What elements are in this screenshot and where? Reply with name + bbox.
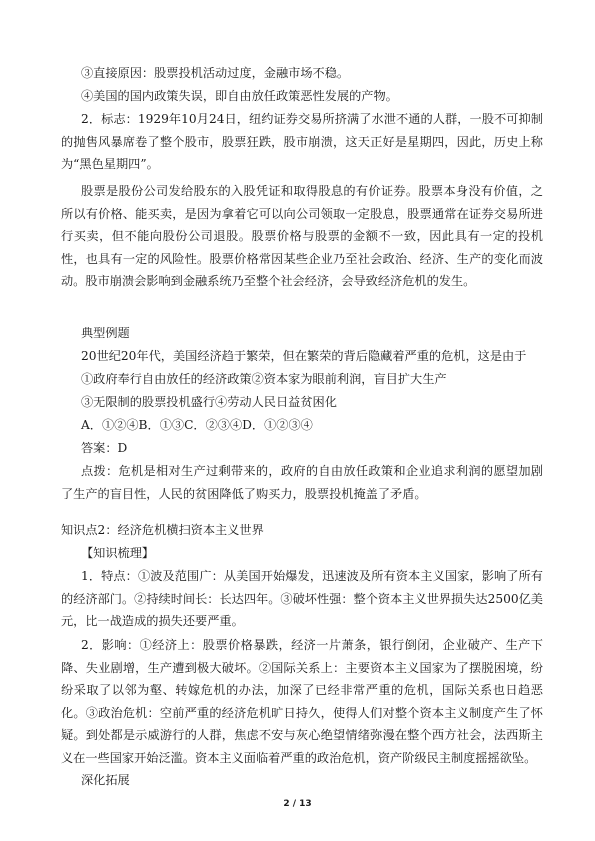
section-heading-knowledge-point-2: 知识点2：经济危机横扫资本主义世界 bbox=[61, 523, 264, 537]
heading-deep-expansion: 深化拓展 bbox=[81, 773, 130, 787]
paragraph-stock-explanation: 股票是股份公司发给股东的入股凭证和取得股息的有价证券。股票本身没有价值，之所以有价格、能买卖，是因为拿着它可以向公司领取一定股息，股票通常在证券交易所进行买卖，但不能向股份公司退股。股票价格与股票的金额不一致，因此具有一定的投机性，也具有一定的风险性。股票价格常因某些企业乃至社会政治、经济、生产的变化而波动。股市崩溃会影响到金融系统乃至整个社会经济，会导致经济危机的发生。 bbox=[61, 184, 543, 289]
heading-typical-example: 典型例题 bbox=[81, 326, 130, 340]
heading-knowledge-summary: 【知识梳理】 bbox=[81, 546, 155, 560]
paragraph-cause-4: ④美国的国内政策失误，即自由放任政策恶性发展的产物。 bbox=[81, 89, 398, 103]
paragraph-impacts: 2．影响：①经济上：股票价格暴跌，经济一片萧条，银行倒闭，企业破产、生产下降、失业剧增，生产遭到极大破坏。②国际关系上：主要资本主义国家为了摆脱困境，纷纷采取了以邻为壑、转嫁危机的办法，加深了已经非常严重的危机，国际关系也日趋恶化。③政治危机：空前严重的经济危机旷日持久，使得人们对整个资本主义制度产生了怀疑。到处都是示威游行的人群，焦虑不安与灰心绝望情绪弥漫在整个西方社会，法西斯主义在一些国家开始泛滥。资本主义面临着严重的政治危机，资产阶级民主制度摇摇欲坠。 bbox=[61, 638, 543, 765]
example-options-3-4: ③无限制的股票投机盛行④劳动人民日益贫困化 bbox=[81, 395, 337, 409]
example-options-1-2: ①政府奉行自由放任的经济政策②资本家为眼前利润，盲目扩大生产 bbox=[81, 372, 447, 386]
example-choices: A．①②④B．①③C．②③④D．①②③④ bbox=[81, 418, 313, 432]
page-number: 2 / 13 bbox=[283, 799, 312, 809]
example-question: 20世纪20年代，美国经济趋于繁荣，但在繁荣的背后隐藏着严重的危机，这是由于 bbox=[81, 349, 527, 363]
paragraph-characteristics: 1．特点：①波及范围广：从美国开始爆发，迅速波及所有资本主义国家，影响了所有的经济部门。②持续时间长：长达四年。③破坏性强：整个资本主义世界损失达2500亿美元，比一战造成的损失还要严重。 bbox=[61, 569, 543, 629]
example-answer: 答案：D bbox=[81, 441, 128, 455]
example-explanation: 点拨：危机是相对生产过剩带来的，政府的自由放任政策和企业追求利润的愿望加剧了生产的盲目性，人民的贫困降低了购买力，股票投机掩盖了矛盾。 bbox=[61, 464, 543, 501]
paragraph-cause-3: ③直接原因：股票投机活动过度，金融市场不稳。 bbox=[81, 66, 350, 80]
paragraph-sign: 2．标志：1929年10月24日，纽约证券交易所挤满了水泄不通的人群，一股不可抑制的抛售风暴席卷了整个股市，股票狂跌，股市崩溃，这天正好是星期四，因此，历史上称为“黑色星期四”。 bbox=[61, 112, 543, 172]
